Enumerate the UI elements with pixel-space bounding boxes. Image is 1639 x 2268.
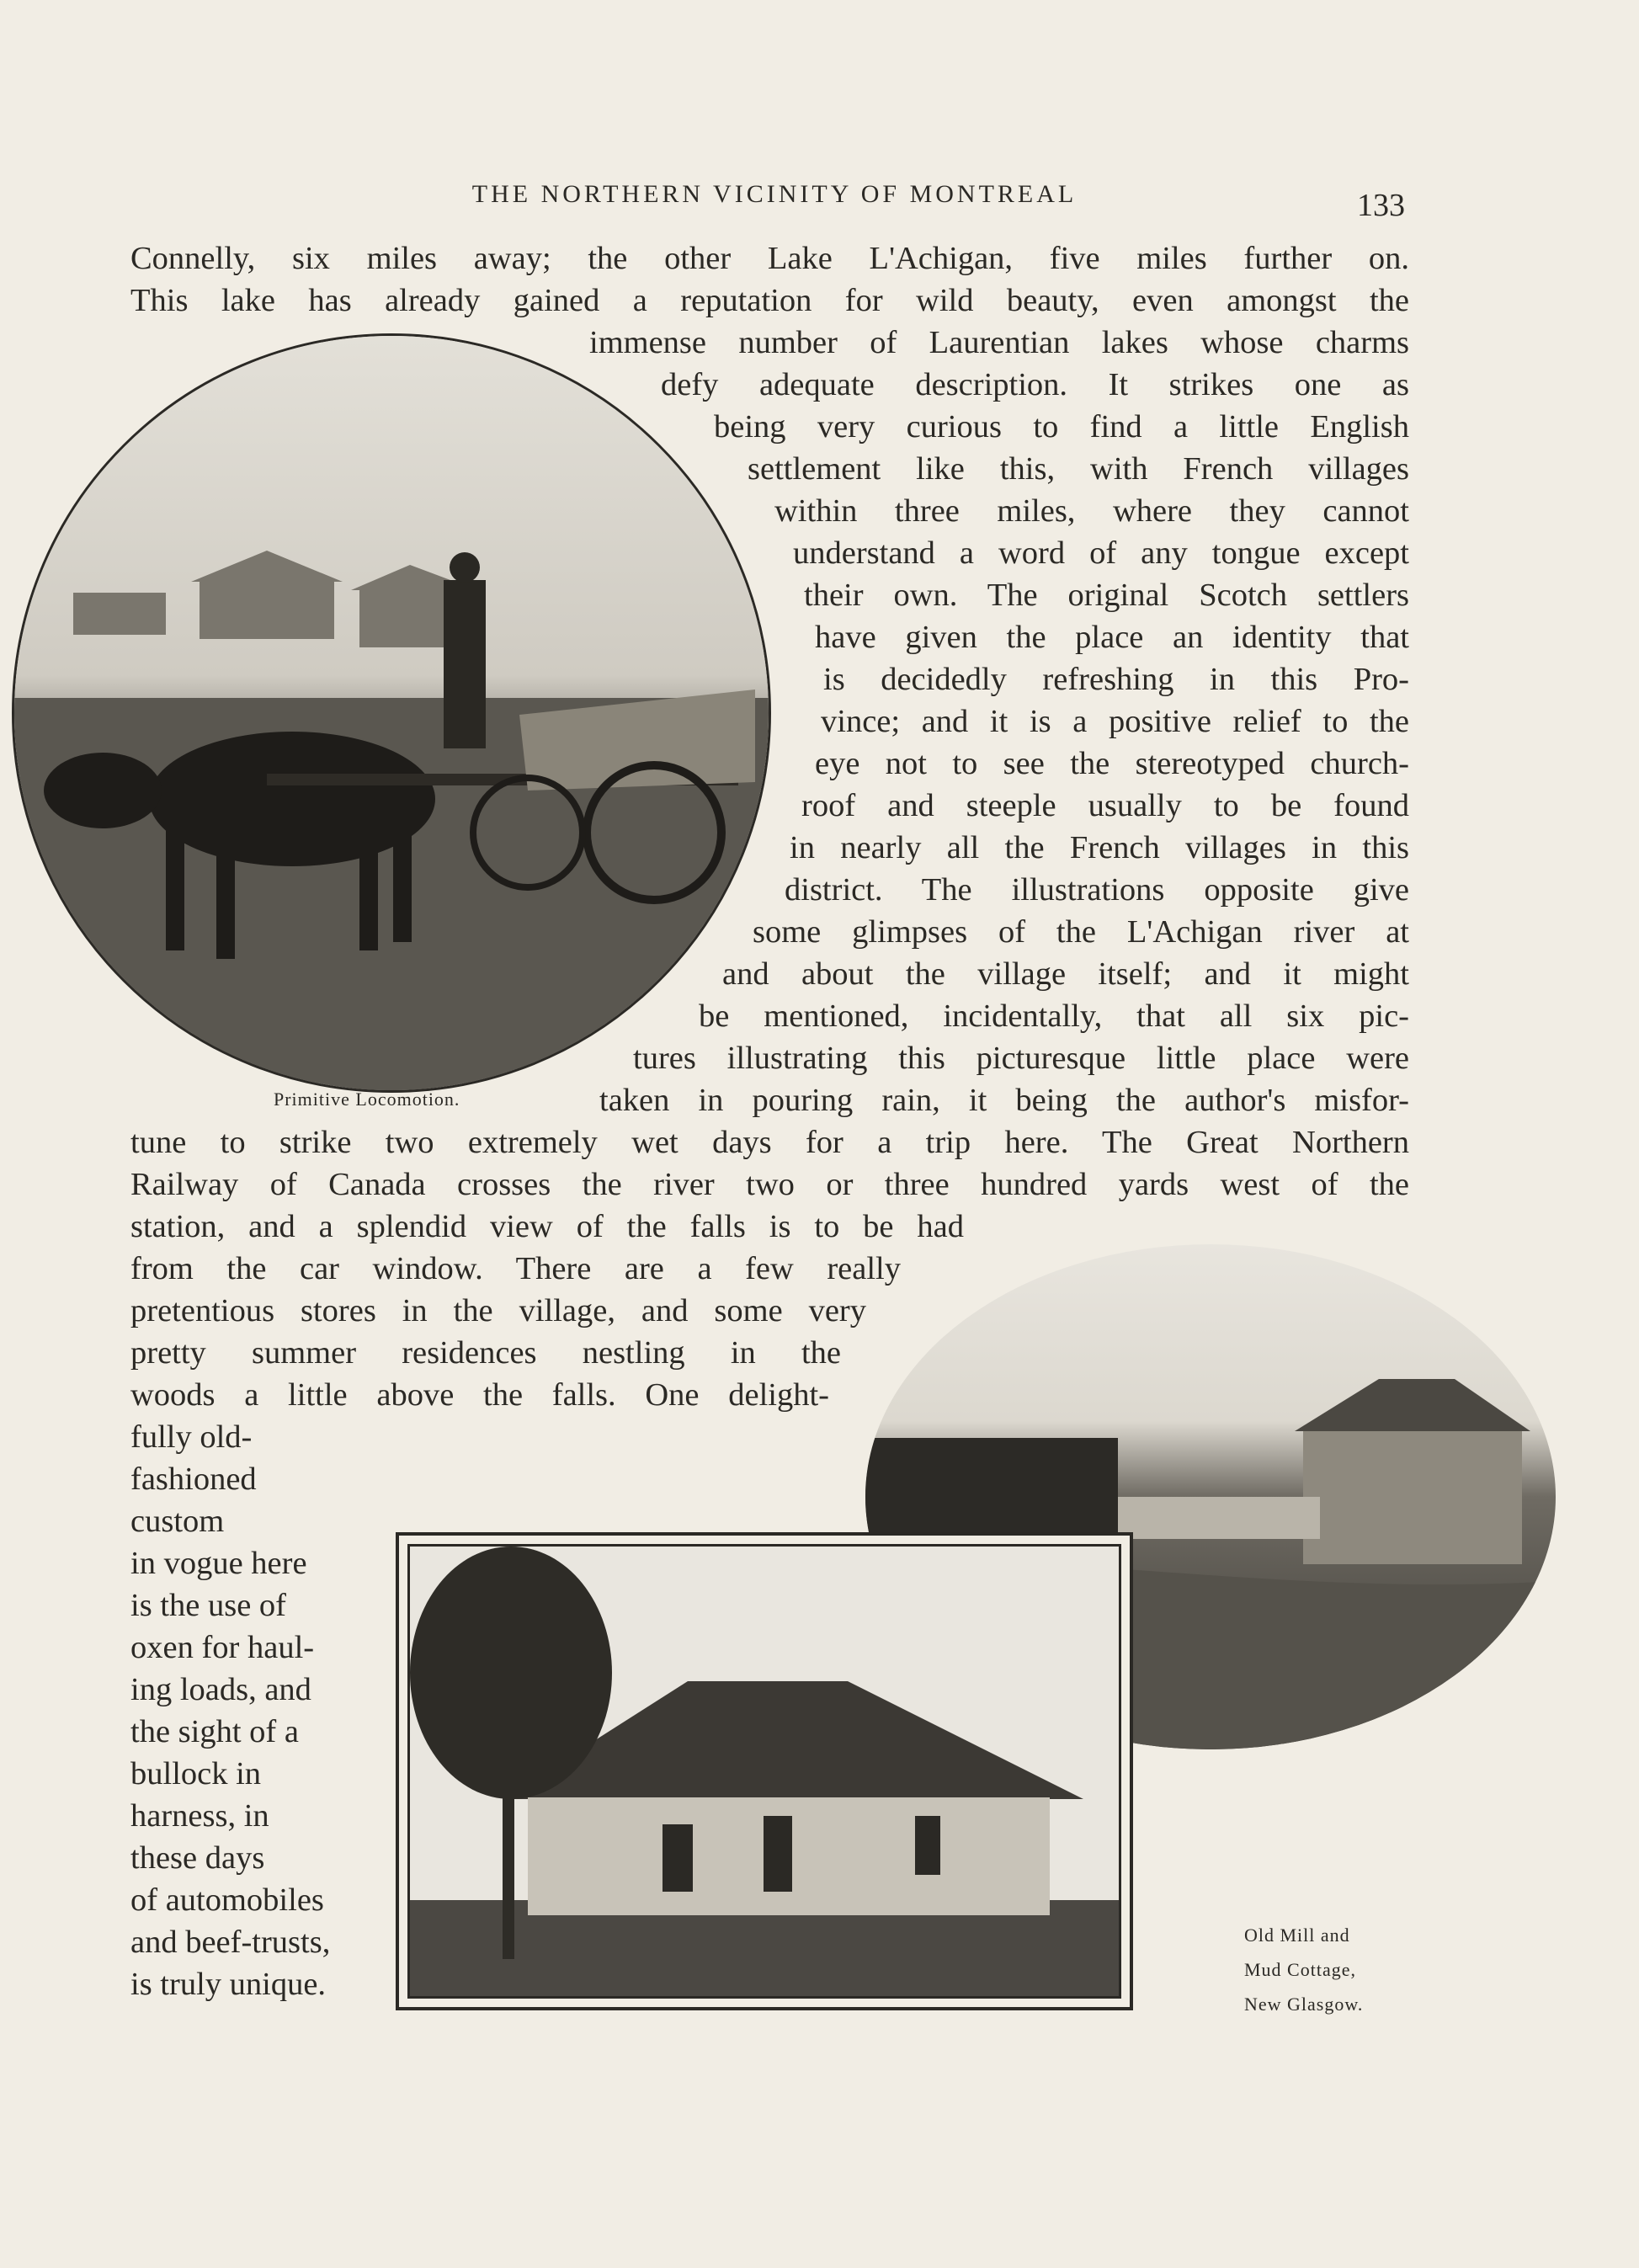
text-line: ing loads, and — [130, 1672, 311, 1707]
caption-mill-cottage — [1244, 1918, 1363, 2021]
text-line: tures illustrating this picturesque little place were — [633, 1041, 1409, 1076]
text-line: station, and a splendid view of the falls is to be had — [130, 1209, 964, 1244]
text-line: Railway of Canada crosses the river two or three hundred yards west of the — [130, 1167, 1409, 1202]
text-line: harness, in — [130, 1798, 269, 1834]
text-line: and beef-trusts, — [130, 1925, 331, 1960]
text-line: bullock in — [130, 1756, 262, 1792]
text-line: their own. The original Scotch settlers — [804, 578, 1409, 613]
text-line: custom — [130, 1504, 225, 1539]
text-line: within three miles, where they cannot — [774, 493, 1409, 529]
text-line: be mentioned, incidentally, that all six pic- — [699, 998, 1409, 1034]
caption-line: New Glasgow. — [1244, 1994, 1364, 2015]
text-line: eye not to see the stereotyped church- — [815, 746, 1409, 781]
text-line: in vogue here — [130, 1546, 307, 1581]
text-line: is decidedly refreshing in this Pro- — [823, 662, 1409, 697]
running-title: THE NORTHERN VICINITY OF MONTREAL — [471, 180, 1078, 208]
caption-primitive-locomotion: Primitive Locomotion. — [274, 1089, 460, 1110]
text-line: oxen for haul- — [130, 1630, 315, 1665]
photo-primitive-locomotion — [12, 333, 771, 1093]
text-line: tune to strike two extremely wet days for a trip here. The Great Northern — [130, 1125, 1409, 1160]
text-line: have given the place an identity that — [815, 620, 1409, 655]
text-line: vince; and it is a positive relief to the — [821, 704, 1409, 739]
text-line: from the car window. There are a few really — [130, 1251, 901, 1286]
text-line: immense number of Laurentian lakes whose charms — [589, 325, 1409, 360]
text-line: roof and steeple usually to be found — [801, 788, 1409, 823]
photo-mud-cottage — [396, 1532, 1133, 2010]
page-number: 133 — [1357, 188, 1405, 223]
text-line: is truly unique. — [130, 1967, 327, 2002]
text-line: district. The illustrations opposite give — [785, 872, 1409, 908]
caption-line: Mud Cottage, — [1244, 1959, 1356, 1980]
text-line: settlement like this, with French villages — [748, 451, 1409, 487]
text-line: defy adequate description. It strikes one as — [661, 367, 1409, 402]
text-line: Connelly, six miles away; the other Lake L'Achigan, five miles further on. — [130, 241, 1409, 276]
text-line: these days — [130, 1840, 265, 1876]
text-line: pretty summer residences nestling in the — [130, 1335, 841, 1371]
text-line: woods a little above the falls. One delight- — [130, 1377, 829, 1413]
text-line: pretentious stores in the village, and some very — [130, 1293, 866, 1328]
text-line: being very curious to find a little English — [714, 409, 1409, 445]
text-line: taken in pouring rain, it being the author's misfor- — [599, 1083, 1409, 1118]
text-line: of automobiles — [130, 1882, 324, 1918]
text-line: is the use of — [130, 1588, 286, 1623]
text-line: the sight of a — [130, 1714, 299, 1749]
text-line: This lake has already gained a reputation for wild beauty, even amongst the — [130, 283, 1409, 318]
text-line: and about the village itself; and it might — [722, 956, 1409, 992]
text-line: fully old- — [130, 1419, 253, 1455]
text-line: understand a word of any tongue except — [793, 535, 1409, 571]
text-line: fashioned — [130, 1461, 257, 1497]
text-line: in nearly all the French villages in this — [790, 830, 1409, 865]
text-line: some glimpses of the L'Achigan river at — [753, 914, 1409, 950]
caption-line: Old Mill and — [1244, 1925, 1350, 1946]
